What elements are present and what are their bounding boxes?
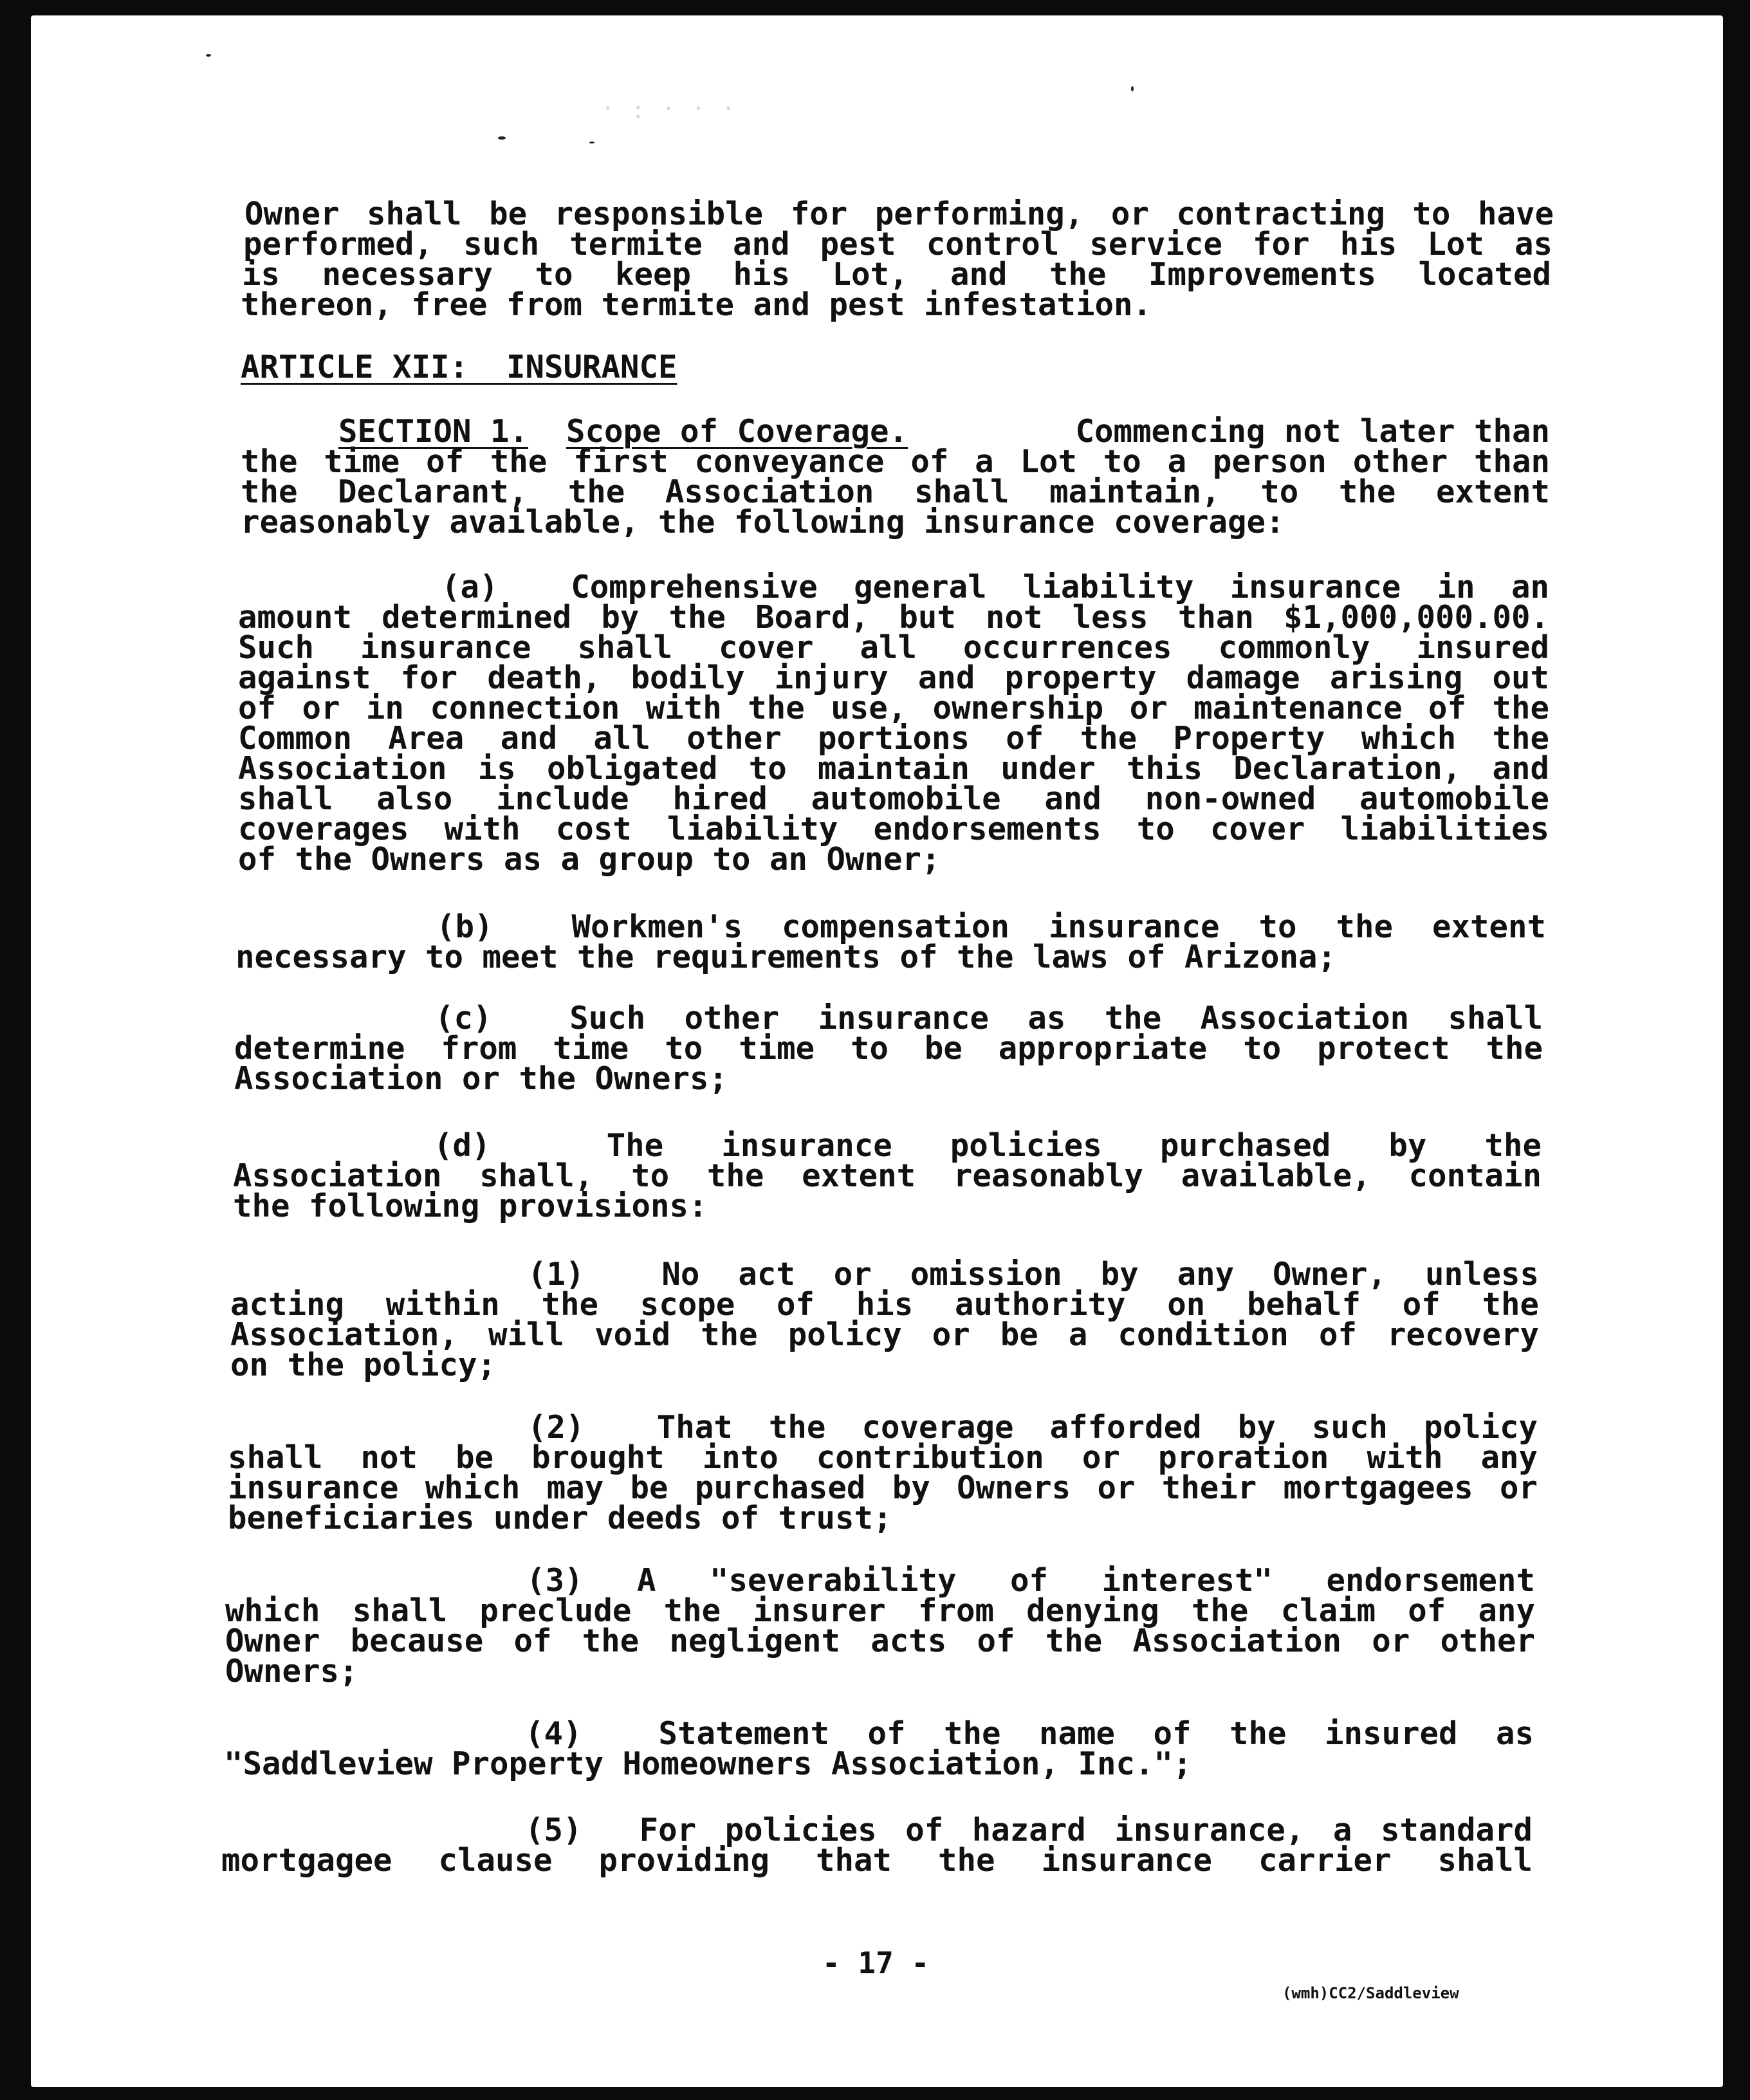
text-line: determine from time to time to be appropriate to protect the	[234, 1030, 1543, 1067]
text-line: the time of the first conveyance of a Lot to a person other than	[241, 443, 1550, 480]
scan-speck	[498, 136, 506, 140]
text-line: Association is obligated to maintain under this Declaration, and	[238, 750, 1549, 787]
text-line: Owner because of the negligent acts of the Association or other	[225, 1623, 1535, 1659]
text-line: (b) Workmen's compensation insurance to the extent	[436, 908, 1546, 945]
text-line: is necessary to keep his Lot, and the Improvements located	[242, 256, 1551, 293]
text-line: "Saddleview Property Homeowners Association, Inc.";	[224, 1745, 1192, 1782]
text-line: insurance which may be purchased by Owners or their mortgagees or	[228, 1469, 1538, 1506]
text-line: (c) Such other insurance as the Association shall	[435, 1000, 1543, 1036]
scan-speck	[1131, 86, 1134, 91]
text-line: (d) The insurance policies purchased by the	[434, 1127, 1542, 1164]
text-line: Common Area and all other portions of the Property which the	[238, 720, 1549, 757]
text-line: (4) Statement of the name of the insured as	[525, 1715, 1534, 1752]
text-line: necessary to meet the requirements of the laws of Arizona;	[235, 939, 1337, 975]
text-line: against for death, bodily injury and property damage arising out	[238, 659, 1549, 696]
text-line: amount determined by the Board, but not less than $1,000,000.00.	[238, 599, 1549, 636]
text-line: of or in connection with the use, ownership or maintenance of the	[238, 690, 1549, 726]
text-line: reasonably available, the following insurance coverage:	[241, 504, 1285, 540]
text-line: (3) A "severability of interest" endorsement	[526, 1562, 1535, 1599]
text-line: (2) That the coverage afforded by such policy	[528, 1409, 1538, 1446]
article-heading: ARTICLE XII: INSURANCE	[241, 349, 677, 385]
scan-speck	[589, 142, 594, 143]
text-line: thereon, free from termite and pest infestation.	[241, 286, 1152, 323]
footer-file-code: (wmh)CC2/Saddleview	[1282, 1984, 1459, 2002]
text-line: which shall preclude the insurer from denying the claim of any	[225, 1592, 1535, 1629]
text-line: (5) For policies of hazard insurance, a standard	[525, 1812, 1533, 1848]
text-line: the Declarant, the Association shall maintain, to the extent	[241, 474, 1550, 510]
section-first-line-rest: Commencing not later than	[1075, 413, 1550, 450]
text-line: Owner shall be responsible for performing, or contracting to have	[244, 196, 1554, 232]
text-line: of the Owners as a group to an Owner;	[238, 841, 941, 878]
text-line: acting within the scope of his authority on behalf of the	[230, 1286, 1539, 1323]
text-line: (1) No act or omission by any Owner, unless	[528, 1256, 1539, 1293]
text-line: Association or the Owners;	[234, 1060, 728, 1097]
scan-speck	[206, 54, 211, 57]
text-line: Such insurance shall cover all occurrences commonly insured	[238, 629, 1549, 666]
text-line: the following provisions:	[233, 1188, 708, 1224]
section-label: SECTION 1.	[338, 413, 529, 450]
text-line: Owners;	[225, 1653, 358, 1690]
text-line: shall not be brought into contribution or proration with any	[228, 1439, 1538, 1476]
text-line: on the policy;	[230, 1347, 497, 1383]
faint-stamp-mark: · : · · ·	[603, 93, 739, 124]
text-line: coverages with cost liability endorsements to cover liabilities	[238, 811, 1549, 847]
text-line: Association, will void the policy or be a condition of recovery	[230, 1316, 1539, 1353]
text-line: mortgagee clause providing that the insurance carrier shall	[221, 1842, 1533, 1879]
text-line: beneficiaries under deeds of trust;	[228, 1500, 892, 1536]
text-line: shall also include hired automobile and non-owned automobile	[238, 780, 1549, 817]
section-title: Scope of Coverage.	[566, 413, 908, 450]
paper-sheet	[31, 15, 1723, 2087]
text-line: performed, such termite and pest control service for his Lot as	[243, 226, 1552, 262]
page-number: - 17 -	[822, 1946, 930, 1980]
text-line: (a) Comprehensive general liability insurance in an	[441, 569, 1549, 605]
text-line: Association shall, to the extent reasonably available, contain	[233, 1157, 1542, 1194]
